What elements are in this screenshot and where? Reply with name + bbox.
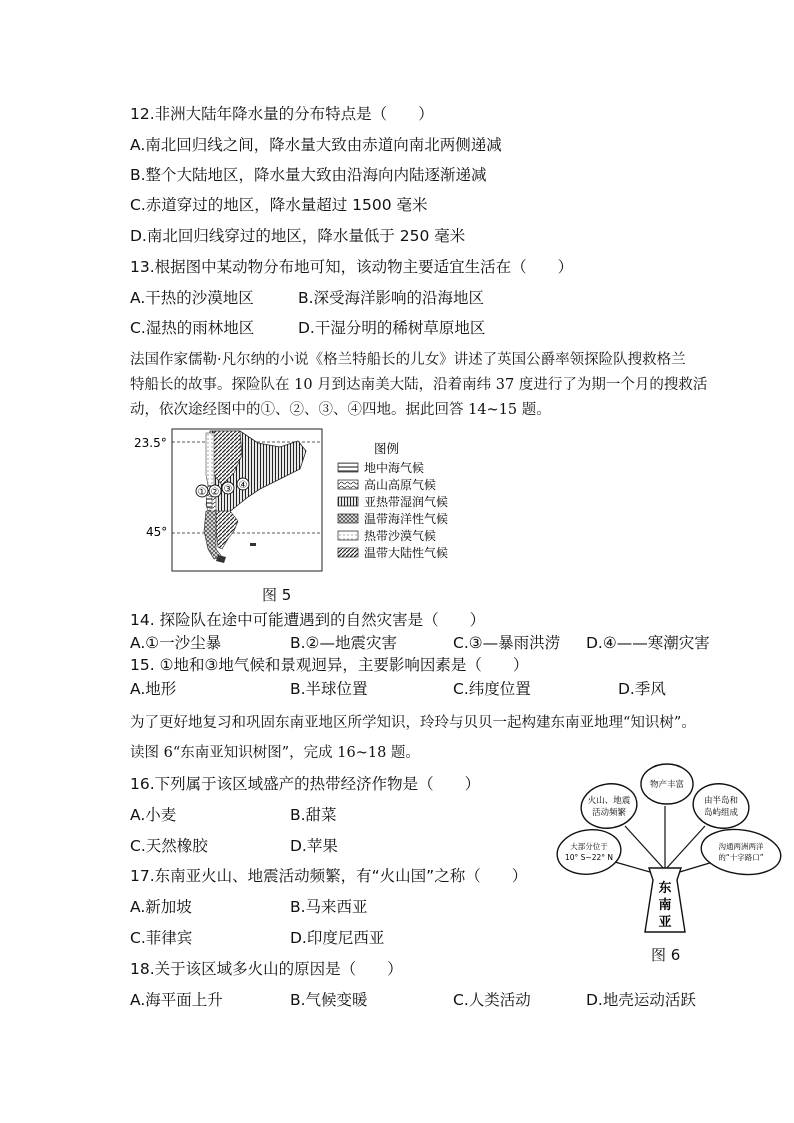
legend-title: 图例 xyxy=(374,441,400,456)
q18-option-b: B.气候变暖 xyxy=(290,991,368,1009)
q16-option-b: B.甜菜 xyxy=(290,806,337,824)
q13-option-a: A.干热的沙漠地区 xyxy=(130,289,254,307)
trunk-char-1: 东 xyxy=(658,881,672,896)
q15-option-c: C.纬度位置 xyxy=(453,680,531,698)
passage1-line2: 特船长的故事。探险队在 10 月到达南美大陆，沿着南纬 37 度进行了为期一个月的搜救活 xyxy=(130,377,708,393)
q14-option-b: B.②—地震灾害 xyxy=(290,634,397,652)
leaf-right-line2: 的“十字路口” xyxy=(718,853,764,862)
q15-option-b: B.半球位置 xyxy=(290,680,368,698)
q18-option-d: D.地壳运动活跃 xyxy=(586,991,696,1009)
passage1-line3: 动，依次途经图中的①、②、③、④四地。据此回答 14~15 题。 xyxy=(130,402,551,418)
legend-item-1: 地中海气候 xyxy=(364,461,425,475)
passage2-line2: 读图 6“东南亚知识树图”，完成 16~18 题。 xyxy=(130,745,420,761)
leaf-upper-left-line1: 火山、地震 xyxy=(587,796,631,806)
marker-1: ① xyxy=(197,487,207,498)
q14-option-d: D.④——寒潮灾害 xyxy=(586,634,710,652)
q12-option-c: C.赤道穿过的地区，降水量超过 1500 毫米 xyxy=(130,196,428,214)
legend-item-4: 温带海洋性气候 xyxy=(364,512,449,526)
figure-5-map xyxy=(130,425,480,580)
figure-6-knowledge-tree xyxy=(555,762,785,934)
q17-option-b: B.马来西亚 xyxy=(290,898,368,916)
q14-option-c: C.③—暴雨洪涝 xyxy=(453,634,561,652)
map-legend xyxy=(338,441,448,560)
q16-stem: 16.下列属于该区域盛产的热带经济作物是（ ） xyxy=(130,775,481,793)
q17-stem: 17.东南亚火山、地震活动频繁，有“火山国”之称（ ） xyxy=(130,867,528,885)
q14-stem: 14. 探险队在途中可能遭遇到的自然灾害是（ ） xyxy=(130,611,486,629)
q12-option-a: A.南北回归线之间，降水量大致由赤道向南北两侧递减 xyxy=(130,136,502,154)
legend-item-5: 热带沙漠气候 xyxy=(364,529,437,543)
legend-item-6: 温带大陆性气候 xyxy=(364,546,449,560)
leaf-top-label: 物产丰富 xyxy=(649,780,685,790)
trunk-char-3: 亚 xyxy=(658,915,672,930)
q17-option-c: C.菲律宾 xyxy=(130,929,193,947)
q16-option-d: D.苹果 xyxy=(290,837,338,855)
marker-2: ② xyxy=(210,487,220,498)
figure-5-caption: 图 5 xyxy=(262,586,292,604)
leaf-left-line1: 大部分位于 xyxy=(570,842,608,851)
q12-option-d: D.南北回归线穿过的地区，降水量低于 250 毫米 xyxy=(130,227,466,245)
q13-option-b: B.深受海洋影响的沿海地区 xyxy=(298,289,485,307)
q13-stem: 13.根据图中某动物分布地可知，该动物主要适宜生活在（ ） xyxy=(130,258,574,276)
passage1-line1: 法国作家儒勒·凡尔纳的小说《格兰特船长的儿女》讲述了英国公爵率领探险队搜救格兰 xyxy=(130,352,686,368)
passage2-line1: 为了更好地复习和巩固东南亚地区所学知识，玲玲与贝贝一起构建东南亚地理“知识树”。 xyxy=(130,715,696,731)
q15-option-d: D.季风 xyxy=(618,680,666,698)
q15-option-a: A.地形 xyxy=(130,680,177,698)
q16-option-a: A.小麦 xyxy=(130,806,177,824)
legend-item-2: 高山高原气候 xyxy=(364,478,437,492)
leaf-upper-right-line1: 由半岛和 xyxy=(703,796,739,806)
q12-stem: 12.非洲大陆年降水量的分布特点是（ ） xyxy=(130,105,434,123)
q16-option-c: C.天然橡胶 xyxy=(130,837,208,855)
q12-option-b: B.整个大陆地区，降水量大致由沿海向内陆逐渐递减 xyxy=(130,166,487,184)
leaf-upper-left-line2: 活动频繁 xyxy=(591,808,627,818)
q13-option-c: C.湿热的雨林地区 xyxy=(130,319,255,337)
q15-stem: 15. ①地和③地气候和景观迥异，主要影响因素是（ ） xyxy=(130,656,529,674)
figure-6-caption: 图 6 xyxy=(651,946,681,964)
leaf-upper-right-line2: 岛屿组成 xyxy=(703,808,739,818)
marker-4: ④ xyxy=(238,480,248,491)
q17-option-d: D.印度尼西亚 xyxy=(290,929,385,947)
q17-option-a: A.新加坡 xyxy=(130,898,192,916)
q18-option-c: C.人类活动 xyxy=(453,991,531,1009)
q13-option-d: D.干湿分明的稀树草原地区 xyxy=(298,319,486,337)
q18-stem: 18.关于该区域多火山的原因是（ ） xyxy=(130,960,403,978)
leaf-right-line1: 沟通两洲两洋 xyxy=(718,842,764,851)
latitude-bottom-label: 45° xyxy=(146,525,168,539)
q18-option-a: A.海平面上升 xyxy=(130,991,223,1009)
trunk-char-2: 南 xyxy=(658,898,672,913)
q14-option-a: A.①一沙尘暴 xyxy=(130,634,222,652)
latitude-top-label: 23.5° xyxy=(134,436,167,450)
legend-item-3: 亚热带湿润气候 xyxy=(364,495,449,509)
marker-3: ③ xyxy=(223,484,233,495)
leaf-left-line2: 10° S~22° N xyxy=(564,853,614,862)
